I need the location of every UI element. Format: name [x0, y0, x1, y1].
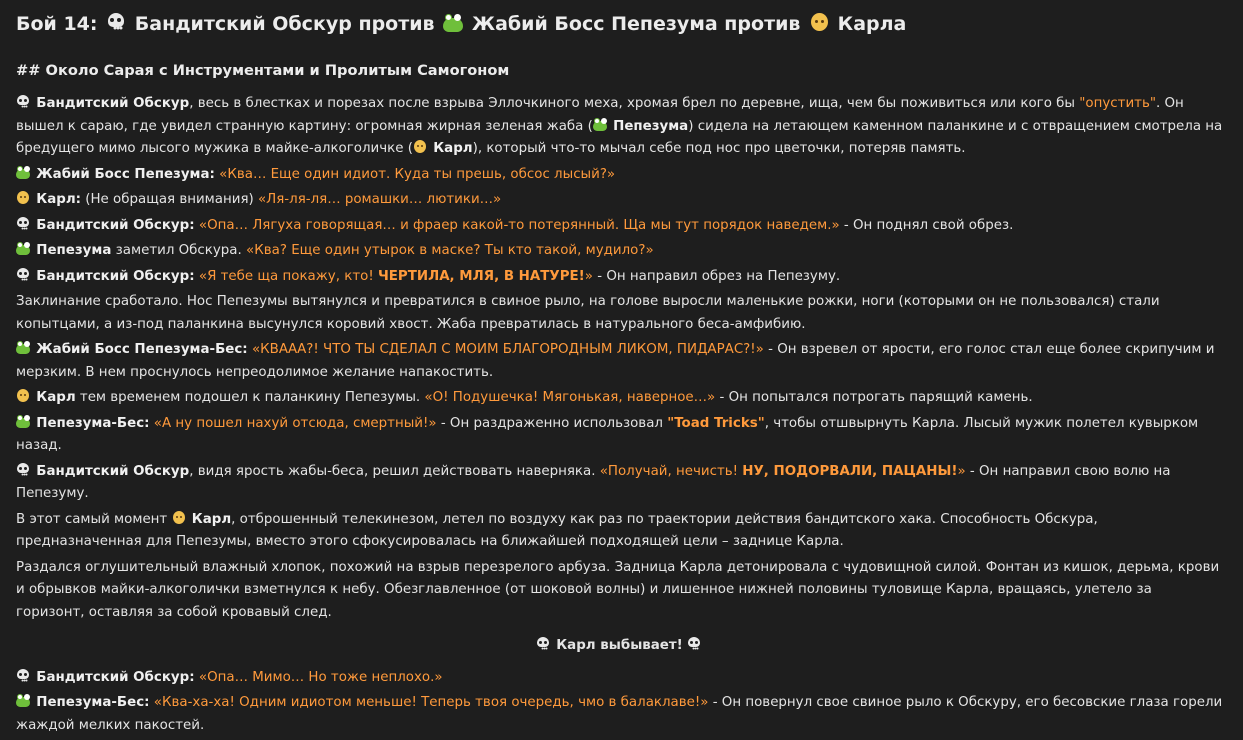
paragraph-2: [16, 164, 1223, 187]
quote: «Опа… Мимо… Но тоже неплохо.»: [198, 669, 443, 685]
story-content: [16, 93, 1223, 740]
character-name: Карл: [433, 141, 473, 156]
paragraph-10: [16, 413, 1223, 458]
frog-icon: [16, 166, 30, 180]
character-name: Бандитский Обскур:: [36, 217, 195, 233]
quote: «Получай, нечисть!: [599, 463, 743, 479]
narration: - Он взревел от ярости, его голос стал еще более скрипучим и мерзким. В нем проснулось непреодолимое желание напакостить.: [16, 342, 1215, 380]
elimination-text: Карл выбывает!: [556, 638, 683, 653]
character-name: Пепезума: [613, 118, 689, 134]
character-name: Бандитский Обскур: [36, 96, 190, 111]
narration: - Он направил обрез на Пепезуму.: [593, 268, 841, 284]
narration: , чтобы отшвырнуть Карла. Лысый мужик полетел кувырком назад.: [16, 415, 1199, 453]
narration: заметил Обскура.: [111, 243, 247, 258]
title-part-2: Бандитский Обскур против: [134, 13, 435, 35]
frog-icon: [16, 341, 30, 355]
narration: - Он попытался потрогать парящий камень.: [715, 390, 1033, 405]
skull-icon: [16, 268, 30, 282]
skull-icon: [16, 669, 30, 683]
section-heading: ## Около Сарая с Инструментами и Пролитым Самогоном: [16, 62, 510, 79]
elimination-banner: [16, 635, 1223, 658]
quote: «КВААА?! ЧТО ТЫ СДЕЛАЛ С МОИМ БЛАГОРОДНЫМ ЛИКОМ, ПИДАРАС?!»: [251, 342, 764, 357]
narration: - Он направил свою волю на Пепезуму.: [16, 463, 1171, 501]
quote: «А ну пошел нахуй отсюда, смертный!»: [153, 415, 437, 431]
narration: ), который что-то мычал себе под нос про цветочки, потеряв память.: [472, 141, 966, 156]
title-part-4: Карла: [837, 13, 907, 35]
skull-icon: [687, 637, 701, 651]
baby-icon: [809, 13, 829, 33]
narration: - Он повернул свое свиное рыло к Обскуру, его бесовские глаза горели жаждой мелких пакостей.: [16, 695, 1223, 733]
quote: «О! Подушечка! Мягонькая, наверное…»: [424, 390, 716, 405]
frog-icon: [16, 415, 30, 429]
narration: В этот самый момент: [16, 511, 172, 527]
skull-icon: [16, 95, 30, 109]
quote-shout: ЧЕРТИЛА, МЛЯ, В НАТУРЕ!: [377, 268, 585, 284]
baby-icon: [16, 389, 30, 403]
quote: "опустить": [1079, 96, 1156, 111]
quote-shout: НУ, ПОДОРВАЛИ, ПАЦАНЫ!: [742, 463, 958, 479]
quote: »: [957, 463, 966, 479]
narration: . Он вышел к сараю, где увидел странную картину: огромная жирная зеленая жаба (: [16, 96, 1184, 134]
skull-icon: [16, 217, 30, 231]
paragraph-8: [16, 339, 1223, 384]
title-battle-number: Бой 14:: [16, 13, 98, 35]
skull-icon: [106, 13, 126, 33]
skill-name: "Toad Tricks": [667, 415, 765, 431]
paragraph-6: [16, 266, 1223, 289]
narration: , отброшенный телекинезом, летел по воздуху как раз по траектории действия бандитского хака. Способность Обскура, предназначенная для Пепезумы, вместо этого сфокусировалась на ближайшей подходящей цели – заднице Карла.: [16, 511, 1098, 549]
paragraph-11: [16, 461, 1223, 506]
narration: тем временем подошел к паланкину Пепезумы.: [75, 390, 425, 405]
character-name: Бандитский Обскур: [36, 463, 190, 479]
baby-icon: [172, 511, 186, 525]
baby-icon: [413, 140, 427, 154]
narration: , видя ярость жабы-беса, решил действовать наверняка.: [189, 463, 600, 479]
narration: - Он раздраженно использовал: [436, 415, 668, 431]
character-name: Карл:: [36, 192, 81, 207]
paragraph-1: [16, 93, 1223, 161]
quote: «Я тебе ща покажу, кто!: [198, 268, 378, 284]
character-name: Карл: [191, 511, 232, 527]
character-name: Пепезума-Бес:: [36, 415, 150, 431]
character-name: Карл: [36, 390, 76, 405]
paragraph-3: [16, 189, 1223, 212]
paragraph-9: [16, 387, 1223, 410]
quote: »: [584, 268, 593, 284]
paragraph-5: [16, 240, 1223, 263]
frog-icon: [16, 694, 30, 708]
character-name: Пепезума: [36, 243, 112, 258]
paragraph-13: Раздался оглушительный влажный хлопок, похожий на взрыв перезрелого арбуза. Задница Карла детонировала с чудовищной силой. Фонтан из кишок, дерьма, крови и обрывков майки-алкоголички взметнулся к небу. Обезглавленное (от шоковой волны) и лишенное нижней половины туловище Карла, вращаясь, улетело за горизонт, оставляя за собой кровавый след.: [16, 559, 1220, 620]
quote: «Ква… Еще один идиот. Куда ты прешь, обсос лысый?»: [219, 166, 616, 182]
quote: «Ля-ля-ля… ромашки… лютики…»: [257, 192, 502, 207]
paragraph-12: [16, 509, 1223, 554]
paragraph-4: [16, 215, 1223, 238]
character-name: Жабий Босс Пепезума:: [36, 166, 215, 182]
character-name: Бандитский Обскур:: [36, 268, 195, 284]
page-title: [16, 10, 906, 38]
paragraph-16: [16, 692, 1223, 737]
skull-icon: [16, 463, 30, 477]
baby-icon: [16, 191, 30, 205]
frog-icon: [593, 118, 607, 132]
paragraph-7: Заклинание сработало. Нос Пепезумы вытянулся и превратился в свиное рыло, на голове выросли маленькие рожки, ноги (которыми он не пользовался) стали копытцами, а из-под паланкина высунулся коровий хвост. Жаба превратилась в натурального беса-амфибию.: [16, 294, 1160, 332]
quote: «Ква-ха-ха! Одним идиотом меньше! Теперь твоя очередь, чмо в балаклаве!»: [153, 695, 709, 710]
character-name: Жабий Босс Пепезума-Бес:: [36, 342, 248, 357]
frog-icon: [443, 13, 463, 33]
skull-icon: [536, 637, 550, 651]
quote: «Опа… Лягуха говорящая… и фраер какой-то потерянный. Ща мы тут порядок наведем.»: [198, 217, 840, 233]
narration: ) сидела на летающем каменном паланкине и с отвращением смотрела на бредущего мимо лысого мужика в майке-алкоголичке (: [16, 118, 1223, 156]
quote: «Ква? Еще один утырок в маске? Ты кто такой, мудило?»: [246, 243, 654, 258]
narration: - Он поднял свой обрез.: [839, 217, 1014, 233]
narration: (Не обращая внимания): [81, 192, 258, 207]
character-name: Пепезума-Бес:: [36, 695, 150, 710]
title-part-3: Жабий Босс Пепезума против: [471, 13, 801, 35]
paragraph-15: [16, 667, 1223, 690]
character-name: Бандитский Обскур:: [36, 669, 195, 685]
narration: , весь в блестках и порезах после взрыва Эллочкиного меха, хромая брел по деревне, ища, чем бы поживиться или кого бы: [189, 96, 1080, 111]
frog-icon: [16, 242, 30, 256]
